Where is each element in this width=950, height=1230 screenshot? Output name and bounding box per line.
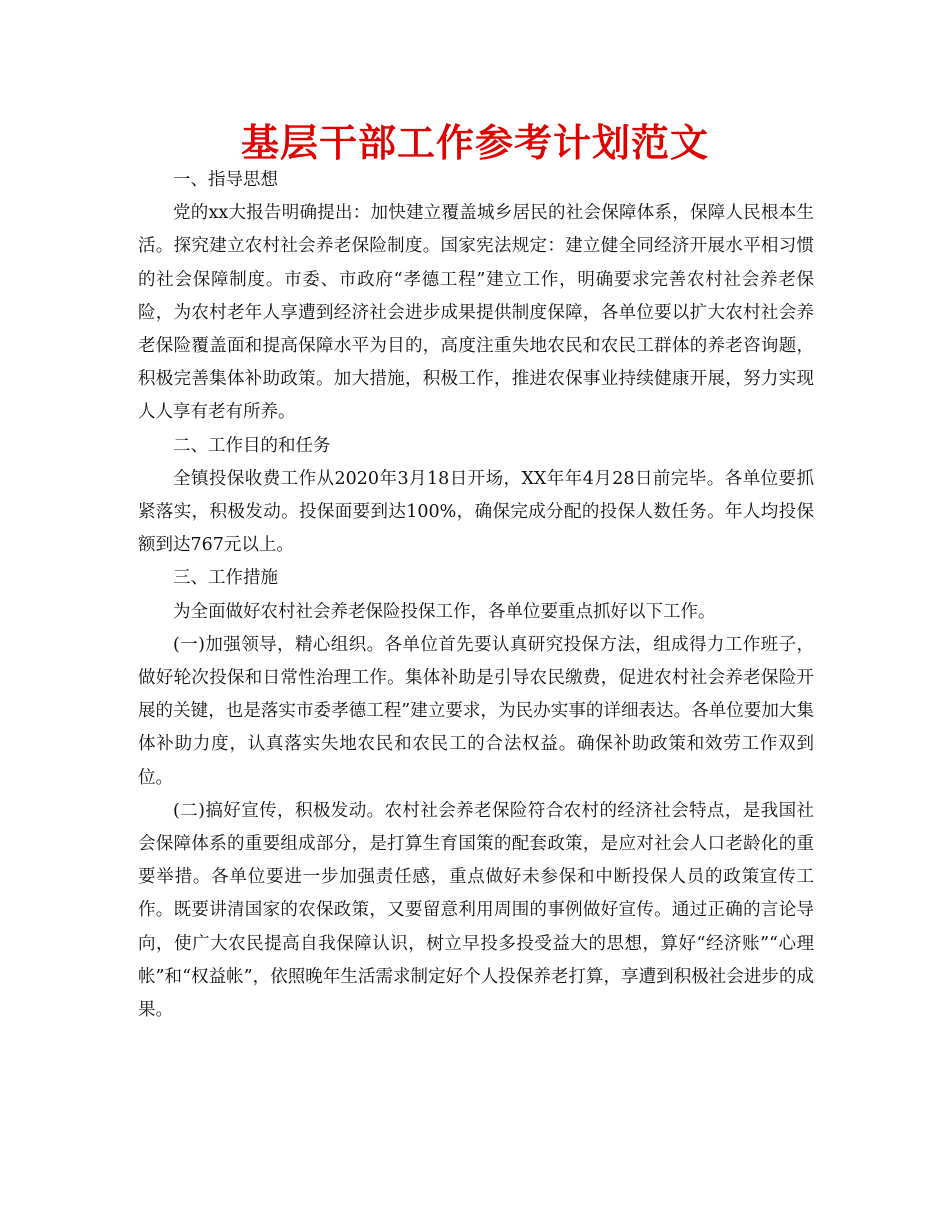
paragraph-measure-publicity: (二)搞好宣传，积极发动。农村社会养老保险符合农村的经济社会特点，是我国社会保障体系的重要组成部分，是打算生育国策的配套政策，是应对社会人口老龄化的重要举措。各单位要进一步加强责任感，重点做好未参保和中断投保人员的政策宣传工作。既要讲清国家的农保政策，又要留意利用周围的事例做好宣传。通过正确的言论导向，使广大农民提高自我保障认识，树立早投多投受益大的思想，算好“经济账”“心理帐”和“权益帐”，依照晚年生活需求制定好个人投保养老打算，享遭到积极社会进步的成果。 [138, 800, 814, 1021]
paragraph-guiding-ideology: 党的xx大报告明确提出：加快建立覆盖城乡居民的社会保障体系，保障人民根本生活。探究建立农村社会养老保险制度。国家宪法规定：建立健全同经济开展水平相习惯的社会保障制度。市委、市政府“孝德工程”建立工作，明确要求完善农村社会养老保险，为农村老年人享遭到经济社会进步成果提供制度保障，各单位要以扩大农村社会养老保险覆盖面和提高保障水平为目的，高度注重失地农民和农民工群体的养老咨询题，积极完善集体补助政策。加大措施，积极工作，推进农保事业持续健康开展，努力实现人人享有老有所养。 [138, 203, 814, 423]
paragraph-measure-leadership: (一)加强领导，精心组织。各单位首先要认真研究投保方法，组成得力工作班子，做好轮次投保和日常性治理工作。集体补助是引导农民缴费，促进农村社会养老保险开展的关键，也是落实市委孝德工程”建立要求，为民办实事的详细表达。各单位要加大集体补助力度，认真落实失地农民和农民工的合法权益。确保补助政策和效劳工作双到位。 [138, 634, 814, 788]
document-body [138, 164, 814, 1027]
paragraph-goals-tasks: 全镇投保收费工作从2020年3月18日开场，XX年年4月28日前完毕。各单位要抓紧落实，积极发动。投保面要到达100%，确保完成分配的投保人数任务。年人均投保额到达767元以上。 [138, 468, 814, 556]
section-heading-goals-tasks: 二、工作目的和任务 [173, 435, 331, 456]
document-title: 基层干部工作参考计划范文 [240, 121, 709, 165]
section-heading-measures: 三、工作措施 [173, 568, 278, 589]
section-heading-guiding-ideology: 一、指导思想 [173, 170, 278, 190]
paragraph-measures-intro: 为全面做好农村社会养老保险投保工作，各单位要重点抓好以下工作。 [173, 601, 716, 622]
